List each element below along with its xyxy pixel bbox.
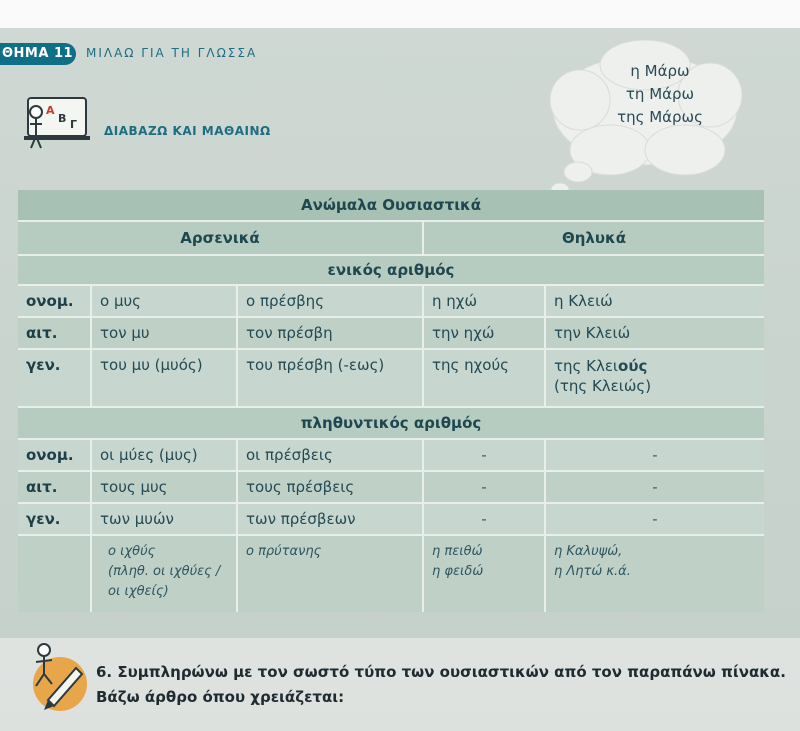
writing-hand-icon: [22, 640, 92, 714]
table-cell: της ηχούς: [424, 350, 546, 406]
table-cell: των μυών: [92, 504, 238, 534]
table-cell: του μυ (μυός): [92, 350, 238, 406]
table-row: [18, 440, 764, 470]
cell-text-bold: ούς: [618, 357, 648, 375]
table-cell: τους μυς: [92, 472, 238, 502]
case-label: αιτ.: [18, 318, 92, 348]
table-row: [18, 318, 764, 348]
lesson-title: ΜΙΛΑΩ ΓΙΑ ΤΗ ΓΛΩΣΣΑ: [86, 46, 258, 60]
note-line: ο πρύτανης: [246, 544, 322, 559]
svg-text:Β: Β: [58, 112, 67, 125]
table-row: [18, 286, 764, 316]
exercise-text: Συμπληρώνω με τον σωστό τύπο των ουσιαστικών από τον παραπάνω πίνακα. Βάζω άρθρο όπου χρειάζεται:: [96, 663, 786, 706]
plural-band: [18, 408, 764, 438]
note-cell: [546, 536, 764, 612]
table-title-row: [18, 190, 764, 220]
section-label: ΔΙΑΒΑΖΩ ΚΑΙ ΜΑΘΑΙΝΩ: [104, 124, 271, 138]
table-row: [18, 350, 764, 406]
table-group-row: [18, 222, 764, 254]
note-line: (πληθ. οι ιχθύες /: [108, 564, 221, 579]
table-cell: οι μύες (μυς): [92, 440, 238, 470]
singular-band: [18, 256, 764, 284]
group-feminine: Θηλυκά: [561, 229, 626, 247]
case-label: ονομ.: [18, 440, 92, 470]
note-line: η Καλυψώ,: [554, 544, 623, 559]
plural-label: πληθυντικός αριθμός: [300, 414, 482, 432]
table-row: [18, 504, 764, 534]
table-cell: -: [424, 472, 546, 502]
table-cell: -: [652, 510, 658, 528]
lesson-badge: ΘΗΜΑ 11: [0, 43, 76, 65]
svg-text:Γ: Γ: [70, 118, 78, 131]
table-cell: η ηχώ: [424, 286, 546, 316]
table-cell: την Κλειώ: [554, 324, 631, 342]
table-cell: την ηχώ: [424, 318, 546, 348]
case-label: ονομ.: [18, 286, 92, 316]
table-cell: των πρέσβεων: [238, 504, 424, 534]
group-masculine: Αρσενικά: [18, 222, 424, 254]
singular-label: ενικός αριθμός: [327, 261, 455, 279]
exercise-number: 6.: [96, 663, 113, 681]
table-cell: τους πρέσβεις: [238, 472, 424, 502]
cloud-line: της Μάρως: [617, 108, 703, 126]
table-cell: -: [424, 440, 546, 470]
note-line: η πειθώ: [432, 544, 483, 559]
table-cell: -: [652, 446, 658, 464]
table-notes-row: [18, 536, 764, 612]
teacher-board-icon: [20, 92, 90, 154]
table-cell: του πρέσβη (-εως): [238, 350, 424, 406]
table-cell: τον μυ: [92, 318, 238, 348]
table-cell: ο μυς: [92, 286, 238, 316]
note-cell: [92, 536, 238, 612]
note-cell: [238, 536, 424, 612]
note-line: η φειδώ: [432, 564, 484, 579]
cell-text: της Κλει: [554, 357, 619, 375]
table-cell: η Κλειώ: [554, 292, 613, 310]
case-label: αιτ.: [18, 472, 92, 502]
table-cell: ο πρέσβης: [238, 286, 424, 316]
note-cell: [424, 536, 546, 612]
cloud-text: [605, 60, 715, 129]
page-top-margin: [0, 0, 800, 28]
table-cell: -: [424, 504, 546, 534]
table-cell: τον πρέσβη: [238, 318, 424, 348]
table-cell: -: [652, 478, 658, 496]
note-line: οι ιχθείς): [108, 584, 169, 599]
table-title: Ανώμαλα Ουσιαστικά: [301, 196, 481, 214]
svg-text:Α: Α: [46, 104, 55, 117]
table-cell-empty: [18, 536, 92, 612]
case-label: γεν.: [18, 504, 92, 534]
cloud-line: τη Μάρω: [625, 85, 695, 103]
table-cell: [546, 350, 764, 406]
cell-text: (της Κλειώς): [554, 377, 652, 395]
table-row: [18, 472, 764, 502]
case-label: γεν.: [18, 350, 92, 406]
table-cell: οι πρέσβεις: [238, 440, 424, 470]
note-line: η Λητώ κ.ά.: [554, 564, 631, 579]
cloud-line: η Μάρω: [630, 62, 690, 80]
exercise-instruction: [96, 660, 786, 710]
note-line: ο ιχθύς: [108, 544, 156, 559]
